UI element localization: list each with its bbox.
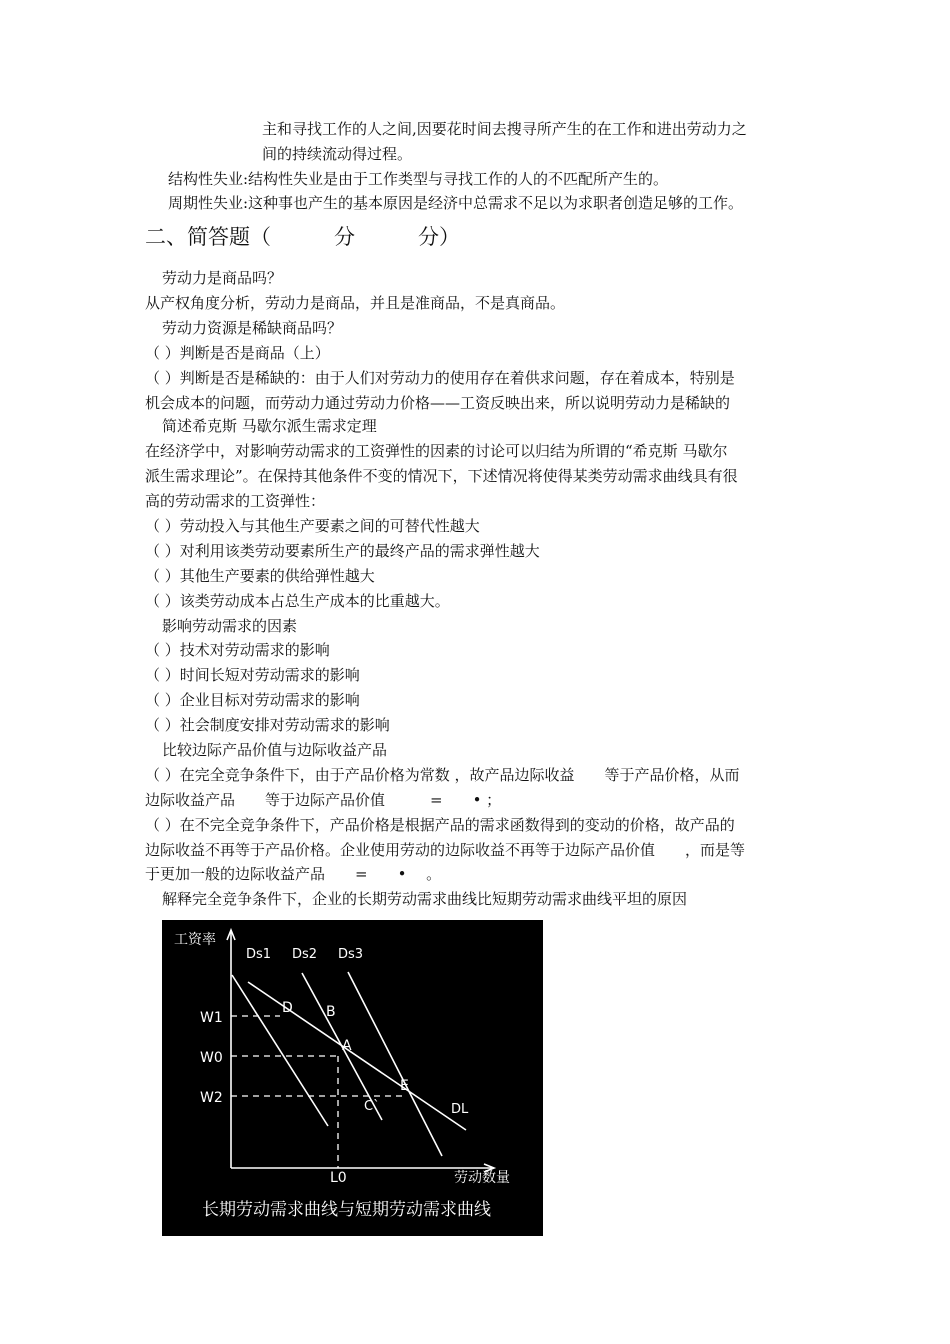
labor-demand-diagram [162,920,543,1236]
list-item: （ ）对利用该类劳动要素所生产的最终产品的需求弹性越大 [145,542,540,560]
text-line: 于更加一般的边际收益产品 = • 。 [145,865,442,883]
y-axis-label: 工资率 [174,932,216,948]
list-item: （ ）其他生产要素的供给弹性越大 [145,567,375,585]
text-line: （ ）在完全竞争条件下，由于产品价格为常数 ，故产品边际收益 等于产品价格，从而 [145,766,740,784]
list-item: （ ）时间长短对劳动需求的影响 [145,666,360,684]
question-title: 简述希克斯 马歇尔派生需求定理 [162,417,377,435]
tick-label: W0 [200,1050,223,1066]
text-line: 机会成本的问题，而劳动力通过劳动力价格——工资反映出来，所以说明劳动力是稀缺的 [145,394,731,412]
curve-label: Ds1 [246,947,272,962]
text-line: 间的持续流动得过程。 [262,145,413,163]
text-line: （ ）判断是否是商品（上） [145,344,330,362]
point-label: C` [364,1099,380,1114]
curve-label: DL [451,1102,469,1117]
text-line: 周期性失业:这种事也产生的基本原因是经济中总需求不足以为求职者创造足够的工作。 [168,194,744,212]
tick-label: W2 [200,1090,223,1106]
figure-caption: 长期劳动需求曲线与短期劳动需求曲线 [202,1200,491,1220]
tick-label: L0 [330,1170,347,1186]
list-item: （ ）技术对劳动需求的影响 [145,641,330,659]
text-line: 高的劳动需求的工资弹性： [145,492,326,510]
text-line: 派生需求理论”。在保持其他条件不变的情况下，下述情况将使得某类劳动需求曲线具有很 [145,467,738,485]
curve-label: Ds3 [338,947,364,962]
curve-ds1 [232,975,328,1126]
text-line: 从产权角度分析，劳动力是商品，并且是准商品，不是真商品。 [145,294,566,312]
section-heading: 二、简答题（ 分 分） [145,225,460,249]
text-line: （ ）判断是否是稀缺的：由于人们对劳动力的使用存在着供求问题，存在着成本，特别是 [145,369,735,387]
text-line: 边际收益产品 等于边际产品价值 = • ； [145,791,502,809]
list-item: （ ）企业目标对劳动需求的影响 [145,691,360,709]
list-item: （ ）劳动投入与其他生产要素之间的可替代性越大 [145,517,480,535]
list-item: （ ）该类劳动成本占总生产成本的比重越大。 [145,592,450,610]
text-line: 主和寻找工作的人之间,因要花时间去搜寻所产生的在工作和进出劳动力之 [262,120,747,138]
tick-label: W1 [200,1010,223,1026]
text-line: 结构性失业:结构性失业是由于工作类型与寻找工作的人的不匹配所产生的。 [168,170,669,188]
point-label: A [342,1038,352,1054]
question-title: 比较边际产品价值与边际收益产品 [162,741,388,759]
curve-label: Ds2 [292,947,318,962]
text-line: （ ）在不完全竞争条件下，产品价格是根据产品的需求函数得到的变动的价格，故产品的 [145,816,735,834]
text-line: 在经济学中，对影响劳动需求的工资弹性的因素的讨论可以归结为所谓的“希克斯 马歇尔 [145,442,728,460]
question-title: 影响劳动需求的因素 [162,617,298,635]
point-label: B [326,1004,336,1020]
question-title: 劳动力是商品吗？ [162,269,283,287]
point-label: E [400,1078,409,1094]
point-label: D [282,1000,293,1016]
text-line: 边际收益不再等于产品价格。企业使用劳动的边际收益不再等于边际产品价值 ，而是等 [145,841,746,859]
question-title: 解释完全竞争条件下，企业的长期劳动需求曲线比短期劳动需求曲线平坦的原因 [162,890,688,908]
curve-ds3 [348,972,442,1156]
question-title: 劳动力资源是稀缺商品吗？ [162,319,343,337]
labor-demand-figure [162,920,543,1236]
x-axis-label: 劳动数量 [454,1170,510,1186]
list-item: （ ）社会制度安排对劳动需求的影响 [145,716,390,734]
